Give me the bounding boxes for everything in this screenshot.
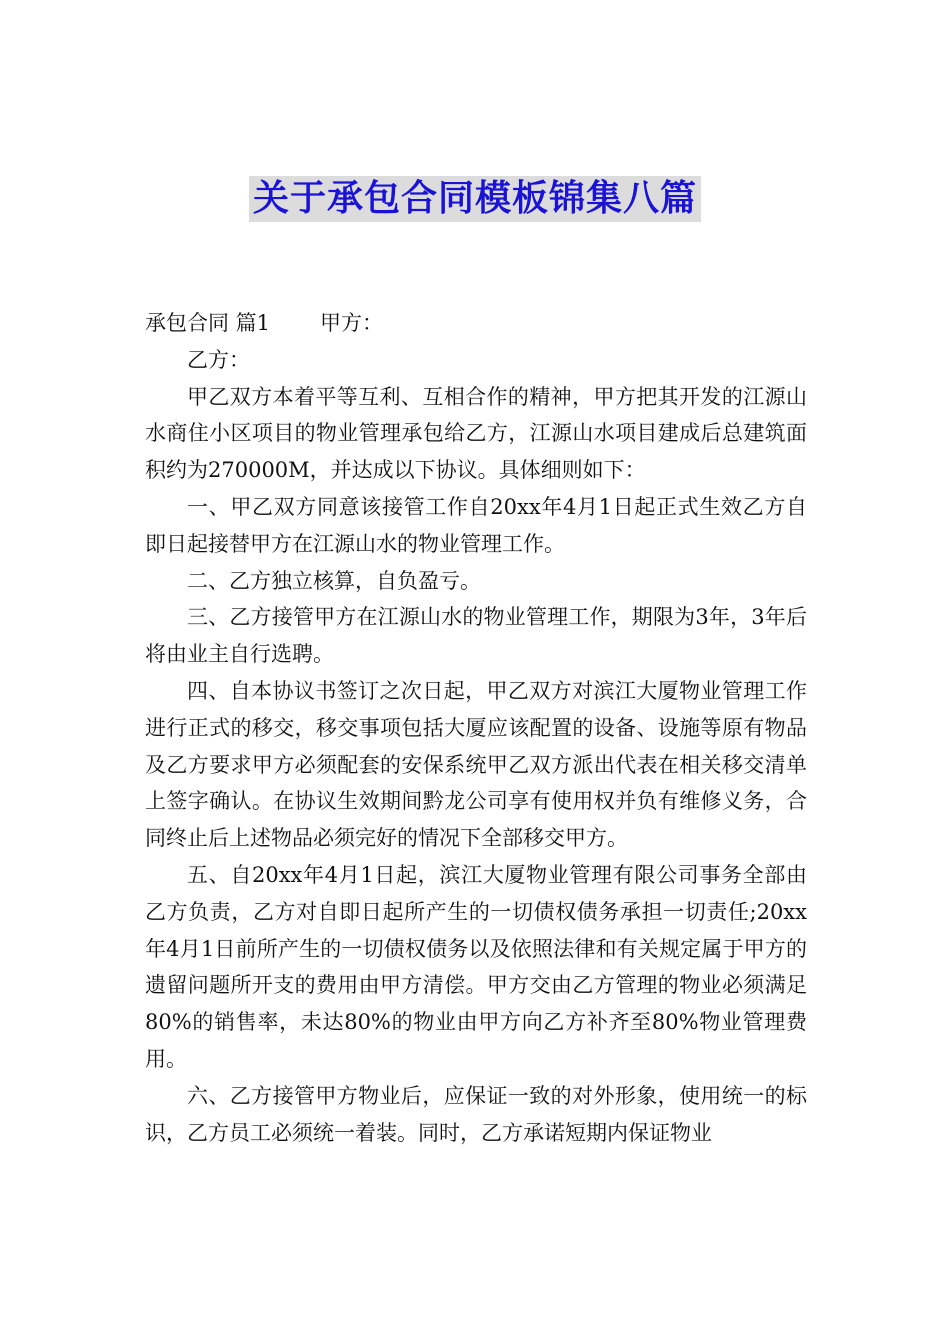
party-a-label: 甲方： [320,311,384,335]
paragraph-clause-3: 三、乙方接管甲方在江源山水的物业管理工作，期限为3年，3年后将由业主自行选聘。 [145,605,807,667]
title-container [0,176,950,222]
paragraph-intro: 甲乙双方本着平等互利、互相合作的精神，甲方把其开发的江源山水商住小区项目的物业管理承包给乙方，江源山水项目建成后总建筑面积约为270000M，并达成以下协议。具体细则如下： [145,384,807,483]
paragraph-clause-6: 六、乙方接管甲方物业后，应保证一致的对外形象，使用统一的标识，乙方员工必须统一着装。同时，乙方承诺短期内保证物业 [145,1083,807,1145]
contract-heading: 承包合同 篇1 [145,311,271,335]
paragraph-clause-4: 四、自本协议书签订之次日起，甲乙双方对滨江大厦物业管理工作进行正式的移交，移交事项包括大厦应该配置的设备、设施等原有物品及乙方要求甲方必须配套的安保系统甲乙双方派出代表在相关移交清单上签字确认。在协议生效期间黔龙公司享有使用权并负有维修义务，合同终止后上述物品必须完好的情况下全部移交甲方。 [145,678,807,851]
document-title: 关于承包合同模板锦集八篇 [249,176,701,222]
paragraph-clause-5: 五、自20xx年4月1日起，滨江大厦物业管理有限公司事务全部由乙方负责，乙方对自即日起所产生的一切债权债务承担一切责任;20xx年4月1日前所产生的一切债权债务以及依照法律和有关规定属于甲方的遗留问题所开支的费用由甲方清偿。甲方交由乙方管理的物业必须满足80%的销售率，未达80%的物业由甲方向乙方补齐至80%物业管理费用。 [145,862,807,1071]
paragraph-party-b: 乙方： [187,347,250,372]
paragraph-clause-2: 二、乙方独立核算，自负盈亏。 [187,568,481,593]
document-body [145,305,807,1151]
paragraph-clause-1: 一、甲乙双方同意该接管工作自20xx年4月1日起正式生效乙方自即日起接替甲方在江源山水的物业管理工作。 [145,494,807,556]
contract-heading-line [145,305,807,342]
